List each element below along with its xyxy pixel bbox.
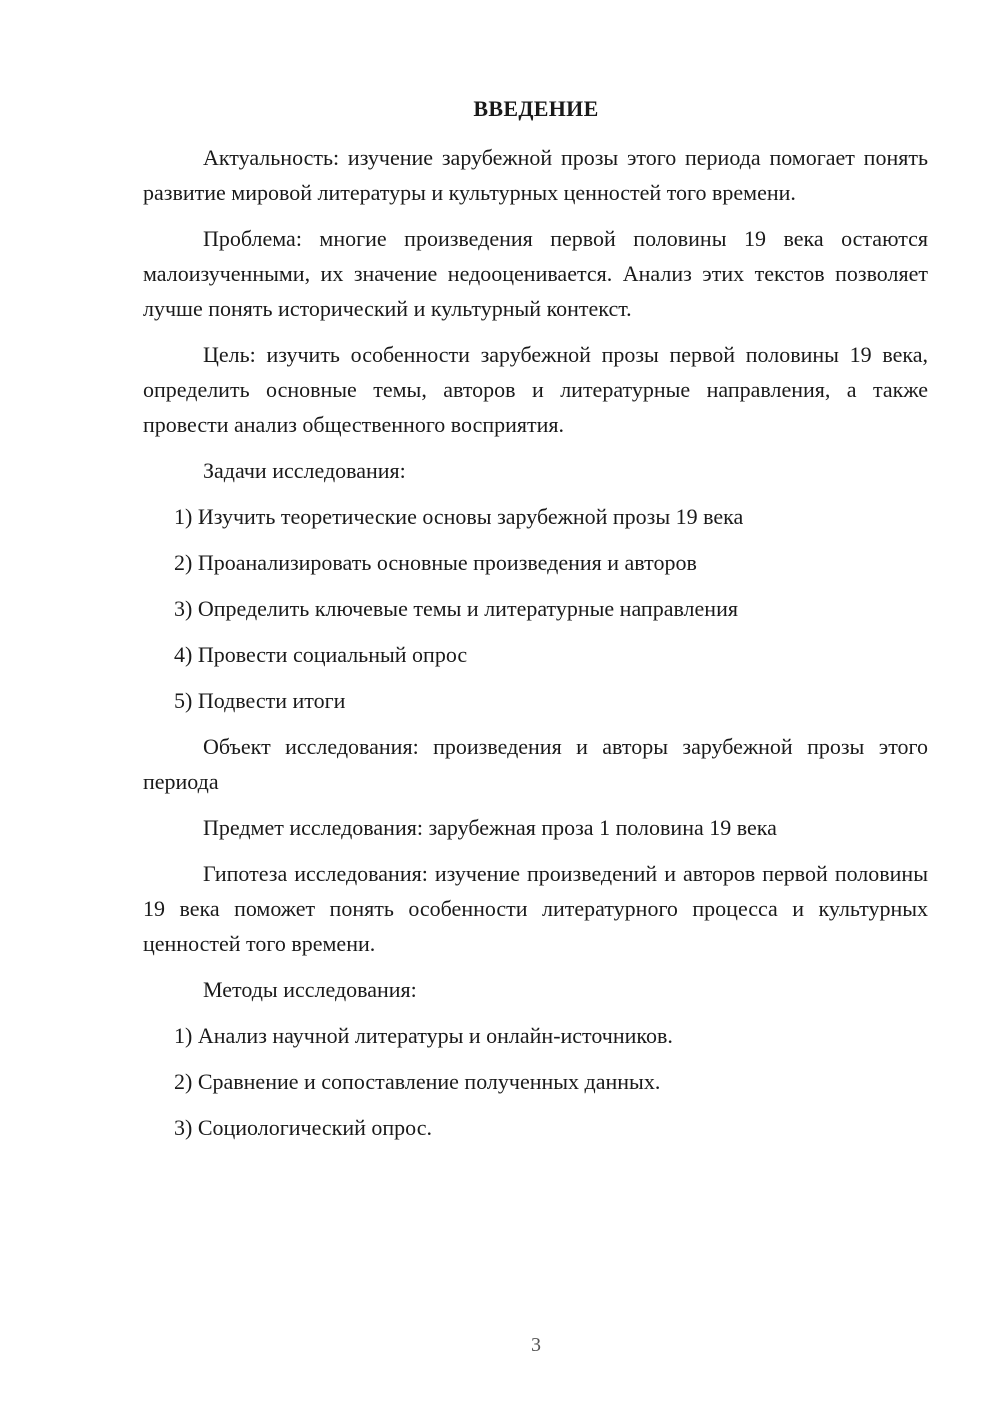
methods-heading: Методы исследования: xyxy=(203,977,417,1002)
list-item: 5) Подвести итоги xyxy=(174,688,346,713)
list-item: 2) Сравнение и сопоставление полученных данных. xyxy=(174,1069,661,1094)
tasks-list xyxy=(143,499,928,718)
relevance-paragraph: Актуальность: изучение зарубежной прозы этого периода помогает понять развитие мировой литературы и культурных ценностей того времени. xyxy=(143,145,928,205)
subject-paragraph: Предмет исследования: зарубежная проза 1 половина 19 века xyxy=(203,815,777,840)
goal-paragraph: Цель: изучить особенности зарубежной прозы первой половины 19 века, определить основные темы, авторов и литературные направления, а также провести анализ общественного восприятия. xyxy=(143,342,928,437)
document-body xyxy=(143,140,928,1156)
list-item: 2) Проанализировать основные произведения и авторов xyxy=(174,550,697,575)
page-number: 3 xyxy=(531,1334,541,1356)
list-item: 3) Определить ключевые темы и литературные направления xyxy=(174,596,738,621)
hypothesis-paragraph: Гипотеза исследования: изучение произведений и авторов первой половины 19 века поможет понять особенности литературного процесса и культурных ценностей того времени. xyxy=(143,861,928,956)
list-item: 1) Изучить теоретические основы зарубежной прозы 19 века xyxy=(174,504,744,529)
list-item: 4) Провести социальный опрос xyxy=(174,642,468,667)
problem-paragraph: Проблема: многие произведения первой половины 19 века остаются малоизученными, их значение недооценивается. Анализ этих текстов позволяет лучше понять исторический и культурный контекст. xyxy=(143,226,928,321)
tasks-heading: Задачи исследования: xyxy=(203,458,406,483)
list-item: 3) Социологический опрос. xyxy=(174,1115,432,1140)
object-paragraph: Объект исследования: произведения и авторы зарубежной прозы этого периода xyxy=(143,734,928,794)
section-title: ВВЕДЕНИЕ xyxy=(473,96,599,121)
list-item: 1) Анализ научной литературы и онлайн-источников. xyxy=(174,1023,673,1048)
methods-list xyxy=(143,1018,928,1145)
